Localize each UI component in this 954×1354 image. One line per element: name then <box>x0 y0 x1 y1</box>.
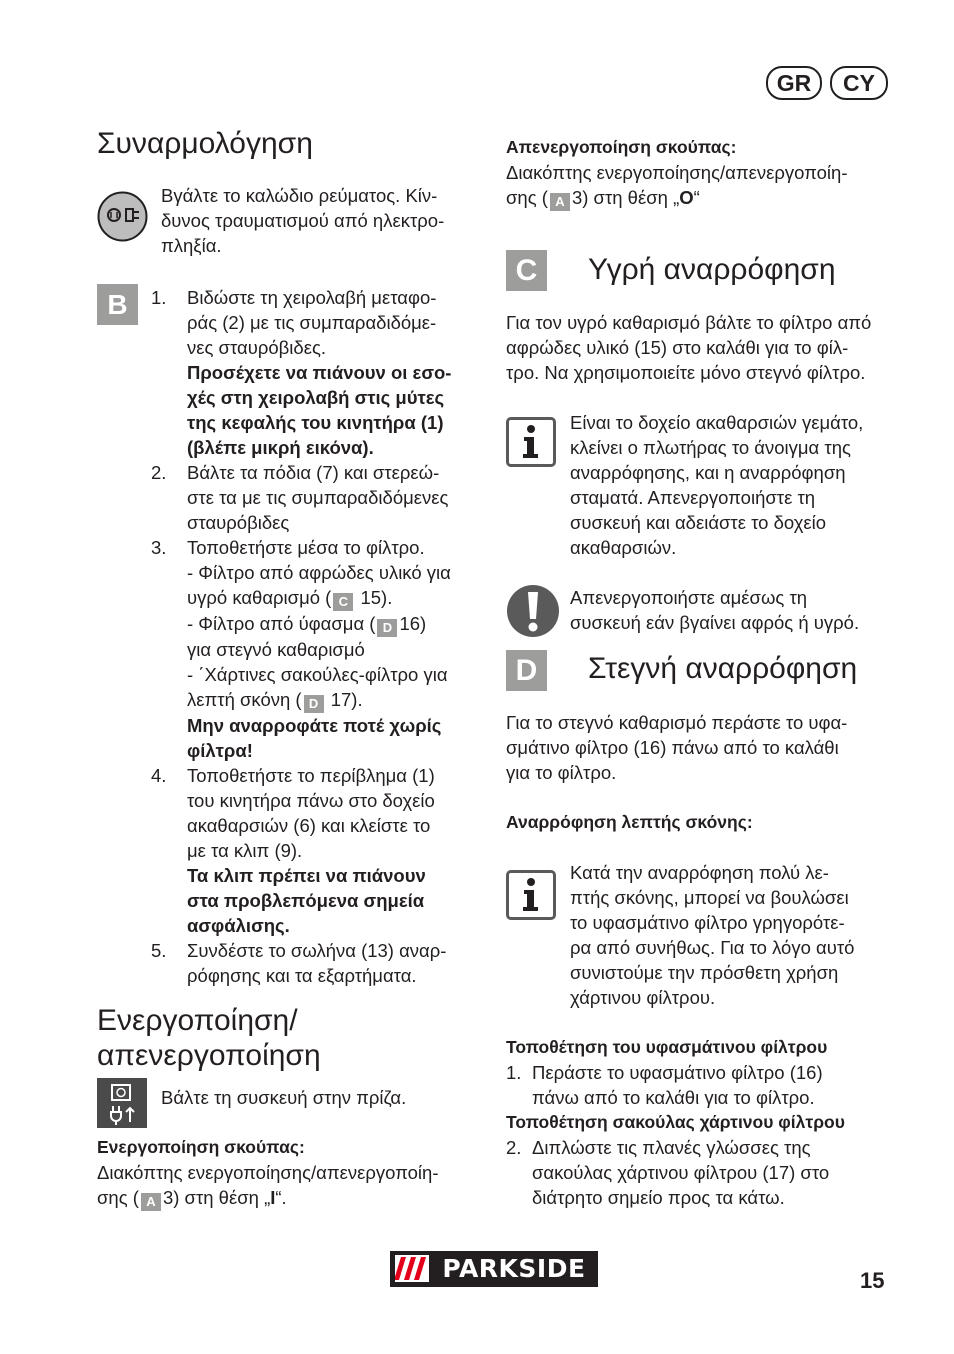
foam-warning-text: Απενεργοποιήστε αμέσως τη συσκευή εάν βγαίνει αφρός ή υγρό. <box>570 587 860 633</box>
wet-vacuum-heading: Υγρή αναρρόφηση <box>588 253 836 286</box>
step-2: 2. Βάλτε τα πόδια (7) και στερεώ- στε τα με τις συμπαραδιδόμενες σταυρόβιδες <box>151 462 449 533</box>
dry-vacuum-heading: Στεγνή αναρρόφηση <box>588 652 858 685</box>
assembly-steps <box>97 285 497 988</box>
dry-vacuum-text: Για το στεγνό καθαρισμό περάστε το υφα- σμάτινο φίλτρο (16) πάνω από το καλάθι για το φίλτρο. <box>506 712 848 783</box>
unplug-icon <box>97 191 148 242</box>
language-badge-cy: CY <box>830 66 888 100</box>
figure-ref-d: D <box>304 695 324 713</box>
assembly-heading: Συναρμολόγηση <box>97 127 313 160</box>
step-4: 4. Τοποθετήστε το περίβλημα (1) του κινητήρα πάνω στο δοχείο ακαθαρσιών (6) και κλείστε το με τα κλιπ (9). Τα κλιπ πρέπει να πιάνουν στα προβλεπόμενα σημεία ασφάλισης. <box>151 765 435 936</box>
cloth-filter-step: 1. Περάστε το υφασμάτινο φίλτρο (16) πάνω από το καλάθι για το φίλτρο. <box>506 1062 823 1108</box>
figure-ref-a: A <box>141 1193 161 1211</box>
switch-on-heading: Ενεργοποίηση σκούπας: <box>97 1137 305 1157</box>
figure-ref-d: D <box>377 619 397 637</box>
section-label-c: C <box>506 250 547 291</box>
section-label-d: D <box>506 650 547 691</box>
logo-slashes <box>395 1255 429 1282</box>
step-1: 1. Βιδώστε τη χειρολαβή μεταφο- ράς (2) με τις συμπαραδιδόμε- νες σταυρόβιδες. Προσέχετε να πιάνουν οι εσο- χές στη χειρολαβή στις μύτες της κεφαλής του κινητήρα (1) (βλέπε μικρή εικόνα). <box>151 287 452 458</box>
info-icon <box>506 417 556 467</box>
step-5: 5. Συνδέστε το σωλήνα (13) αναρ- ρόφησης και τα εξαρτήματα. <box>151 940 447 986</box>
paper-filter-heading: Τοποθέτηση σακούλας χάρτινου φίλτρου <box>506 1112 845 1132</box>
fine-dust-info-text: Κατά την αναρρόφηση πολύ λε- πτής σκόνης, μπορεί να βουλώσει το υφασμάτινο φίλτρο γρηγορότε- ρα από συνήθως. Για το λόγο αυτό συνιστούμε την πρόσθετη χρήση χάρτινου φίλτρου. <box>570 862 855 1008</box>
paper-filter-step: 2. Διπλώστε τις πλανές γλώσσες της σακούλας χάρτινου φίλτρου (17) στο διάτρητο σημείο προς τα κάτω. <box>506 1137 830 1208</box>
cloth-filter-heading: Τοποθέτηση του υφασμάτινου φίλτρου <box>506 1037 828 1057</box>
info-icon <box>506 870 556 920</box>
plug-in-icon <box>97 1078 147 1128</box>
page-number: 15 <box>860 1268 885 1293</box>
wet-vacuum-text: Για τον υγρό καθαρισμό βάλτε το φίλτρο από αφρώδες υλικό (15) στο καλάθι για το φίλ- τρο. Να χρησιμοποιείτε μόνο στεγνό φίλτρο. <box>506 312 872 383</box>
fine-dust-heading: Αναρρόφηση λεπτής σκόνης: <box>506 812 753 832</box>
step-3: 3. Τοποθετήστε μέσα το φίλτρο. - Φίλτρο από αφρώδες υλικό για υγρό καθαρισμό ( C 15). - Φίλτρο από ύφασμα ( D 16) για στεγνό καθαρισμό - ΄Χάρτινες σακούλες-φίλτρο για λεπτή σκόνη ( D 17). Μην αναρροφάτε ποτέ χωρίς φίλτρα! <box>151 537 451 761</box>
language-badge-gr: GR <box>766 66 822 100</box>
warning-icon <box>506 584 560 638</box>
unplug-warning: Βγάλτε το καλώδιο ρεύματος. Κίν- δυνος τραυματισμού από ηλεκτρο- πληξία. <box>161 185 445 256</box>
figure-ref-a: A <box>550 193 570 211</box>
float-info-text: Είναι το δοχείο ακαθαρσιών γεμάτο, κλείνει ο πλωτήρας το άνοιγμα της αναρρόφησης, και η αναρρόφηση σταματά. Απενεργοποιήστε τη συσκευή και αδειάστε το δοχείο ακαθαρσιών. <box>570 412 864 558</box>
switch-on-text: Διακόπτης ενεργοποίησης/απενεργοποίη- σης ( A 3) στη θέση „I“. <box>97 1162 439 1209</box>
switch-off-heading: Απενεργοποίηση σκούπας: <box>506 137 737 157</box>
switch-off-text: Διακόπτης ενεργοποίησης/απενεργοποίη- σης ( A 3) στη θέση „O“ <box>506 162 848 209</box>
figure-ref-c: C <box>333 593 353 611</box>
plug-in-text: Βάλτε τη συσκευή στην πρίζα. <box>161 1087 407 1108</box>
logo-wordmark: PARKSIDE <box>442 1254 586 1283</box>
on-off-heading: Ενεργοποίηση/ απενεργοποίηση <box>97 1004 321 1072</box>
parkside-logo <box>390 1251 598 1287</box>
section-label-b: B <box>97 284 138 325</box>
